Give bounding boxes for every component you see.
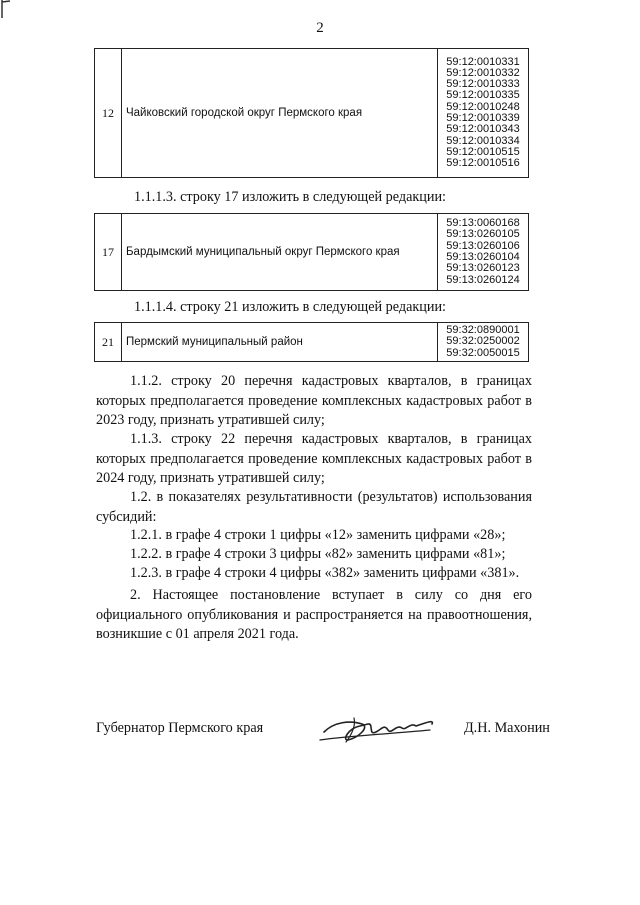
row-number: 21	[95, 323, 122, 362]
cadastral-code: 59:32:0890001	[446, 324, 520, 337]
item-1-2-3: 1.2.3. в графе 4 строки 4 цифры «382» заменить цифрами «381».	[130, 565, 520, 581]
cadastral-codes	[438, 49, 529, 178]
cadastral-code: 59:12:0010333	[446, 78, 520, 91]
municipality-name: Бардымский муниципальный округ Пермского края	[122, 214, 438, 291]
cadastral-code: 59:12:0010331	[446, 55, 520, 68]
cadastral-code: 59:13:0260106	[446, 239, 520, 252]
row-number: 12	[95, 49, 122, 178]
cadastral-code: 59:12:0010248	[446, 100, 520, 113]
cadastral-code: 59:13:0060168	[446, 217, 520, 230]
heading-row-21: 1.1.1.4. строку 21 изложить в следующей редакции:	[134, 299, 446, 315]
cadastral-code: 59:12:0010334	[446, 134, 520, 147]
table-row-21	[94, 322, 529, 362]
municipality-name: Пермский муниципальный район	[122, 323, 438, 362]
cadastral-code: 59:13:0260104	[446, 251, 520, 263]
cadastral-codes	[438, 323, 529, 362]
cadastral-code: 59:12:0010335	[446, 89, 520, 102]
item-1-2-2: 1.2.2. в графе 4 строки 3 цифры «82» заменить цифрами «81»;	[130, 546, 506, 562]
paragraph-2: 2. Настоящее постановление вступает в силу со дня его официального опубликования и распространяется на правоотношения, возникшие с 01 апреля 2021 года.	[96, 587, 532, 642]
table-row-17	[94, 213, 529, 291]
paragraph-1-1-2: 1.1.2. строку 20 перечня кадастровых кварталов, в границах которых предполагается проведение комплексных кадастровых работ в 2023 году, признать утратившей силу;	[96, 373, 532, 428]
cadastral-code: 59:12:0010339	[446, 112, 520, 124]
table-row-12	[94, 48, 529, 178]
cadastral-code: 59:13:0260123	[446, 262, 520, 275]
handwritten-signature	[318, 712, 436, 748]
cadastral-code: 59:12:0010343	[446, 123, 520, 136]
signatory-title: Губернатор Пермского края	[96, 720, 264, 736]
cadastral-code: 59:13:0260105	[446, 228, 520, 241]
signatory-name: Д.Н. Махонин	[464, 720, 550, 736]
cadastral-codes	[438, 214, 529, 291]
cadastral-code: 59:32:0250002	[446, 335, 520, 348]
row-number: 17	[95, 214, 122, 291]
cadastral-code: 59:12:0010332	[446, 66, 520, 79]
item-1-2-1: 1.2.1. в графе 4 строки 1 цифры «12» заменить цифрами «28»;	[130, 527, 506, 543]
cadastral-code: 59:32:0050015	[446, 346, 520, 359]
page-number: 2	[316, 20, 324, 36]
municipality-name: Чайковский городской округ Пермского края	[122, 49, 438, 178]
paragraph-1-1-3: 1.1.3. строку 22 перечня кадастровых кварталов, в границах которых предполагается проведение комплексных кадастровых работ в 2024 году, признать утратившей силу;	[96, 431, 532, 486]
heading-row-17: 1.1.1.3. строку 17 изложить в следующей редакции:	[134, 189, 446, 205]
scan-corner-mark	[0, 0, 12, 20]
cadastral-code: 59:13:0260124	[446, 273, 520, 286]
cadastral-code: 59:12:0010515	[446, 145, 520, 158]
paragraph-1-2: 1.2. в показателях результативности (результатов) использования субсидий:	[96, 489, 532, 525]
cadastral-code: 59:12:0010516	[446, 157, 520, 170]
